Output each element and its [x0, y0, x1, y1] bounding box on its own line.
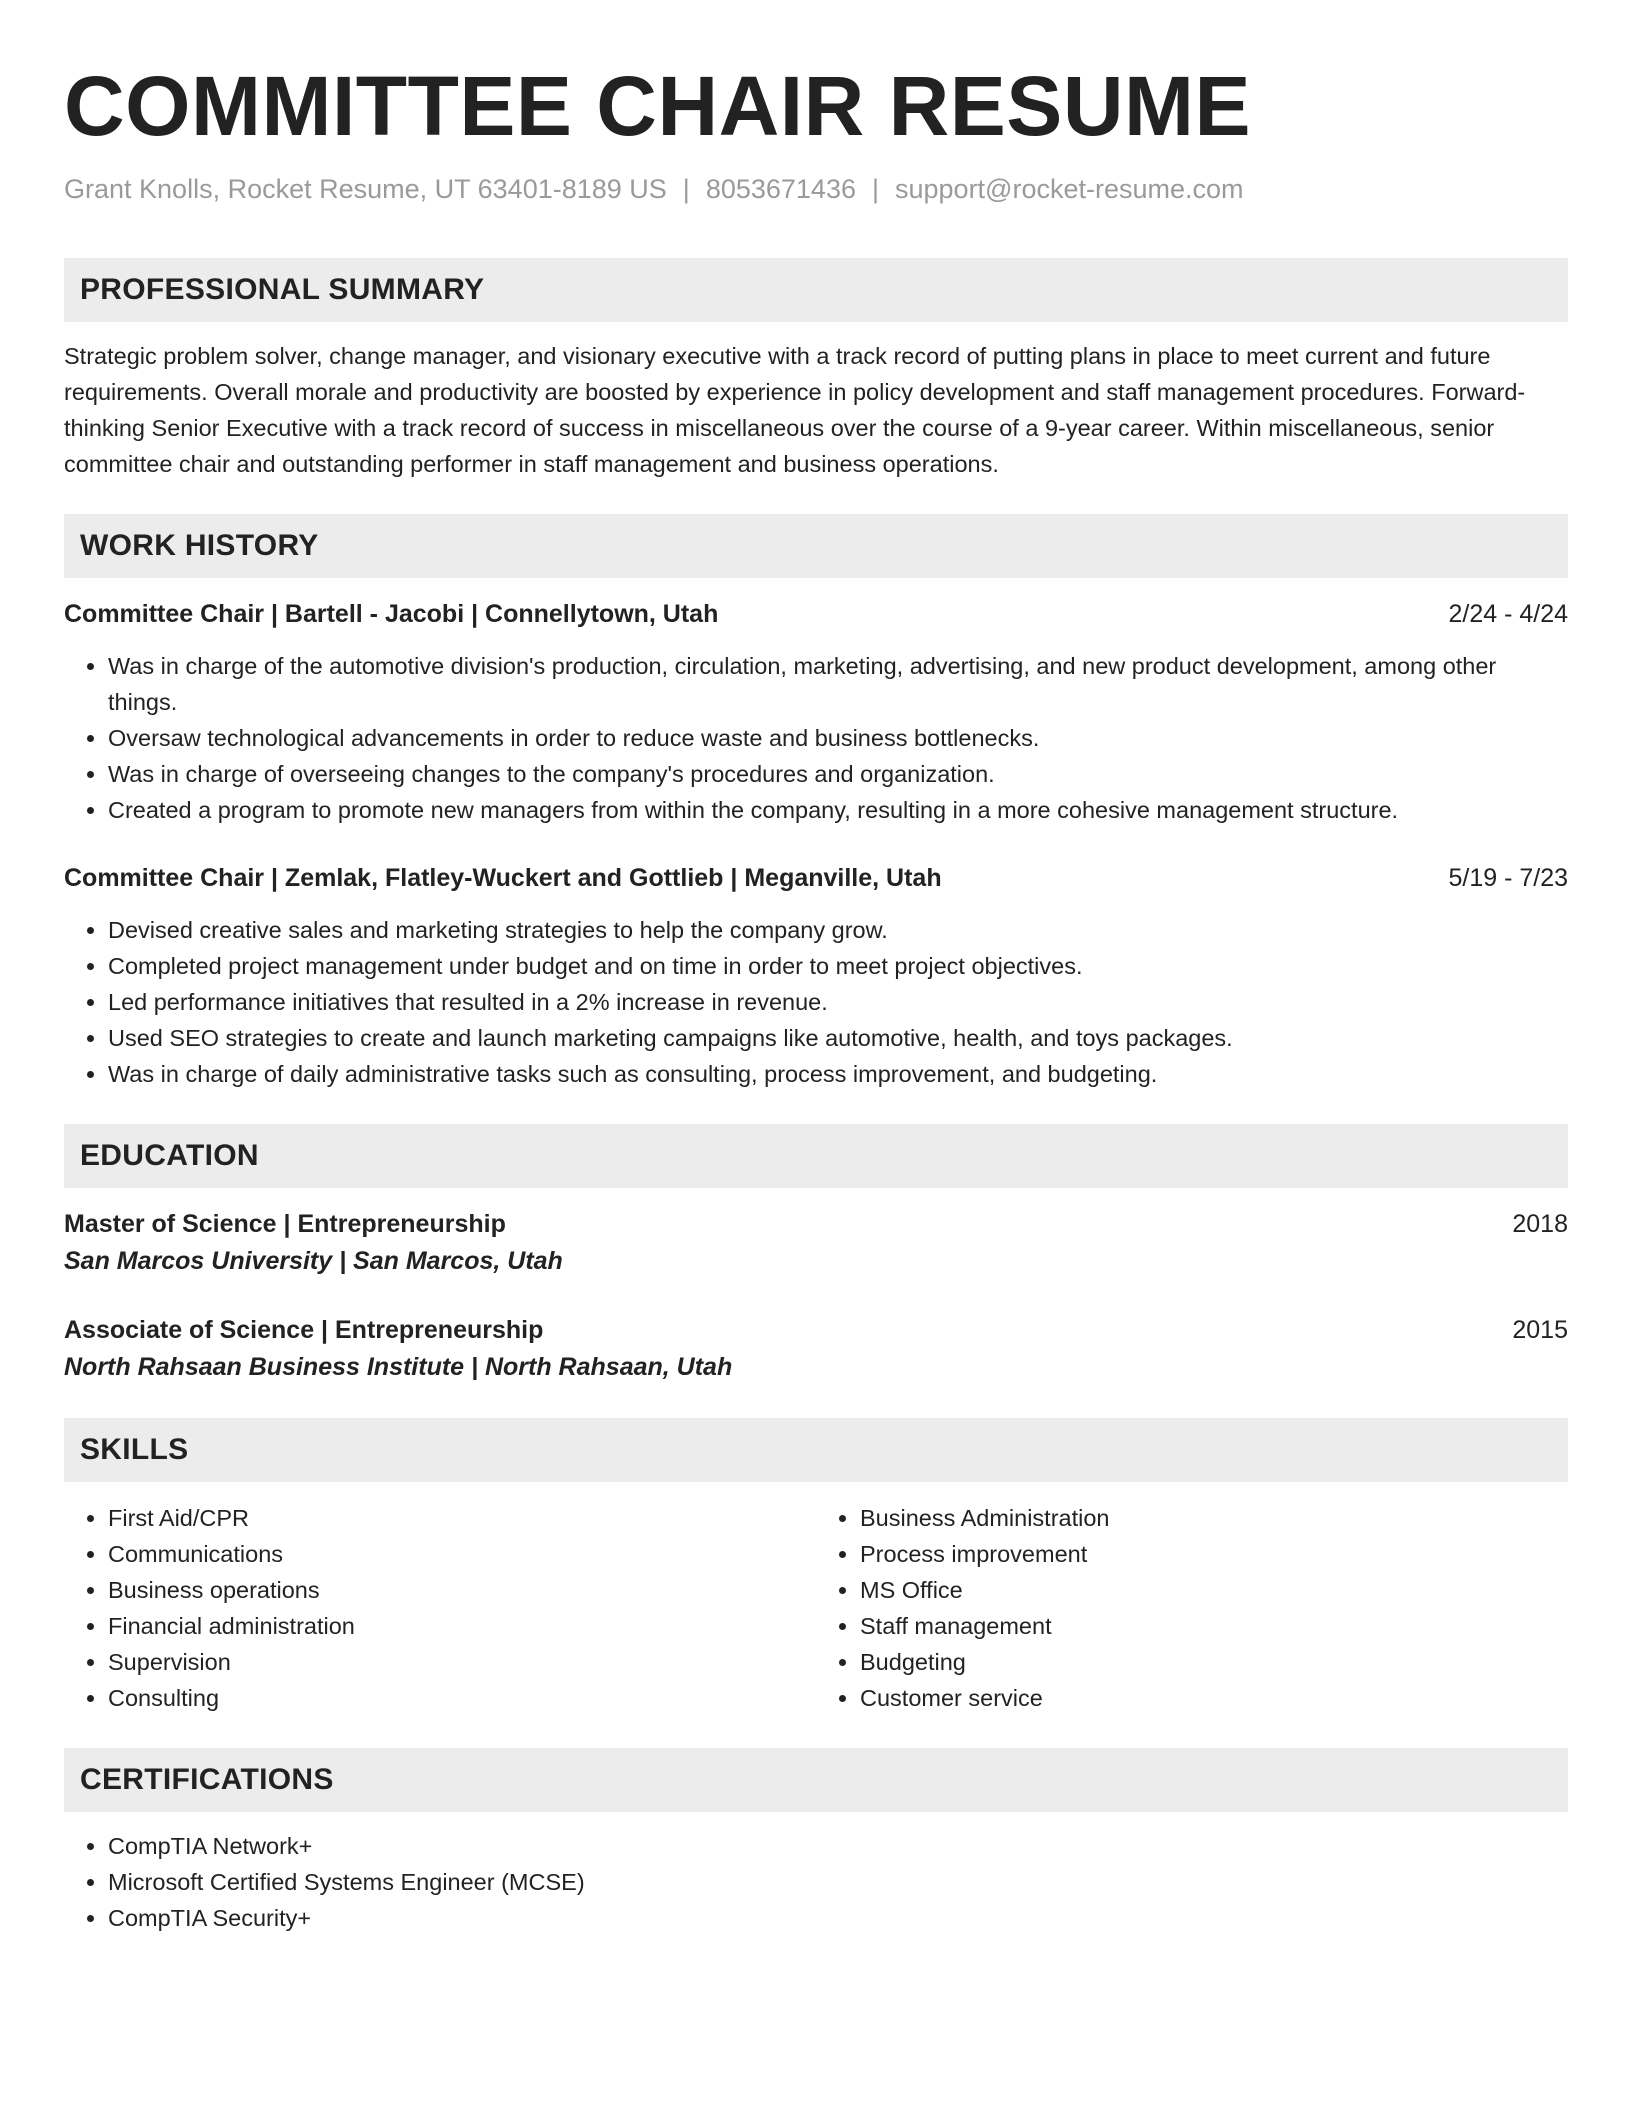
section-header-certifications: CERTIFICATIONS — [64, 1748, 1568, 1812]
list-item: • Consulting — [108, 1680, 816, 1716]
job-dates: 5/19 - 7/23 — [1448, 864, 1568, 892]
list-item: • First Aid/CPR — [108, 1500, 816, 1536]
list-item: • Business Administration — [860, 1500, 1568, 1536]
summary-text: Strategic problem solver, change manager, and visionary executive with a track record of putting plans in place to meet current and future requirements. Overall morale and productivity are boosted by experience in policy development and staff management procedures. Forward-thinking Senior Executive with a track record of success in miscellaneous over the course of a 9-year career. Within miscellaneous, senior committee chair and outstanding performer in staff management and business operations. — [64, 343, 1526, 477]
education-header — [64, 1206, 1568, 1242]
list-item: • Completed project management under budget and on time in order to meet project objectives. — [108, 948, 1568, 984]
section-header-education: EDUCATION — [64, 1124, 1568, 1188]
skills-column-left — [64, 1500, 816, 1716]
section-header-work-history: WORK HISTORY — [64, 514, 1568, 578]
list-item: • CompTIA Security+ — [108, 1900, 1568, 1936]
contact-separator: | — [871, 174, 879, 204]
list-item: • Staff management — [860, 1608, 1568, 1644]
education-header — [64, 1312, 1568, 1348]
job-entry — [64, 860, 1568, 1092]
job-header — [64, 860, 1568, 896]
education-degree: Associate of Science | Entrepreneurship — [64, 1316, 544, 1344]
job-title: Committee Chair | Bartell - Jacobi | Connellytown, Utah — [64, 600, 719, 628]
job-entry — [64, 596, 1568, 828]
section-header-skills: SKILLS — [64, 1418, 1568, 1482]
list-item: • Microsoft Certified Systems Engineer (MCSE) — [108, 1864, 1568, 1900]
list-item: • CompTIA Network+ — [108, 1828, 1568, 1864]
contact-line — [64, 172, 1568, 206]
list-item: • Led performance initiatives that resulted in a 2% increase in revenue. — [108, 984, 1568, 1020]
contact-phone: 8053671436 — [705, 174, 856, 204]
list-item: • MS Office — [860, 1572, 1568, 1608]
education-school: North Rahsaan Business Institute | North Rahsaan, Utah — [64, 1353, 733, 1381]
list-item: • Financial administration — [108, 1608, 816, 1644]
list-item: • Communications — [108, 1536, 816, 1572]
education-year: 2015 — [1512, 1316, 1568, 1344]
skills-grid — [64, 1500, 1568, 1716]
education-year: 2018 — [1512, 1210, 1568, 1238]
list-item: • Created a program to promote new managers from within the company, resulting in a more cohesive management structure. — [108, 792, 1568, 828]
list-item: • Process improvement — [860, 1536, 1568, 1572]
job-dates: 2/24 - 4/24 — [1448, 600, 1568, 628]
section-header-summary: PROFESSIONAL SUMMARY — [64, 258, 1568, 322]
list-item: • Supervision — [108, 1644, 816, 1680]
education-school: San Marcos University | San Marcos, Utah — [64, 1247, 563, 1275]
list-item: • Was in charge of daily administrative tasks such as consulting, process improvement, and budgeting. — [108, 1056, 1568, 1092]
education-entry — [64, 1206, 1568, 1280]
job-bullets — [64, 912, 1568, 1092]
job-header — [64, 596, 1568, 632]
job-title: Committee Chair | Zemlak, Flatley-Wuckert and Gottlieb | Meganville, Utah — [64, 864, 942, 892]
skills-column-right — [816, 1500, 1568, 1716]
certifications-list — [64, 1828, 1568, 1936]
list-item: • Oversaw technological advancements in order to reduce waste and business bottlenecks. — [108, 720, 1568, 756]
list-item: • Used SEO strategies to create and launch marketing campaigns like automotive, health, and toys packages. — [108, 1020, 1568, 1056]
list-item: • Business operations — [108, 1572, 816, 1608]
education-degree: Master of Science | Entrepreneurship — [64, 1210, 506, 1238]
resume-title: COMMITTEE CHAIR RESUME — [64, 59, 1251, 153]
job-bullets — [64, 648, 1568, 828]
list-item: • Was in charge of overseeing changes to the company's procedures and organization. — [108, 756, 1568, 792]
list-item: • Devised creative sales and marketing strategies to help the company grow. — [108, 912, 1568, 948]
list-item: • Customer service — [860, 1680, 1568, 1716]
list-item: • Was in charge of the automotive division's production, circulation, marketing, advertising, and new product development, among other things. — [108, 648, 1568, 720]
contact-email: support@rocket-resume.com — [895, 174, 1244, 204]
contact-address: Grant Knolls, Rocket Resume, UT 63401-8189 US — [64, 174, 667, 204]
contact-separator: | — [682, 174, 690, 204]
list-item: • Budgeting — [860, 1644, 1568, 1680]
education-entry — [64, 1312, 1568, 1386]
